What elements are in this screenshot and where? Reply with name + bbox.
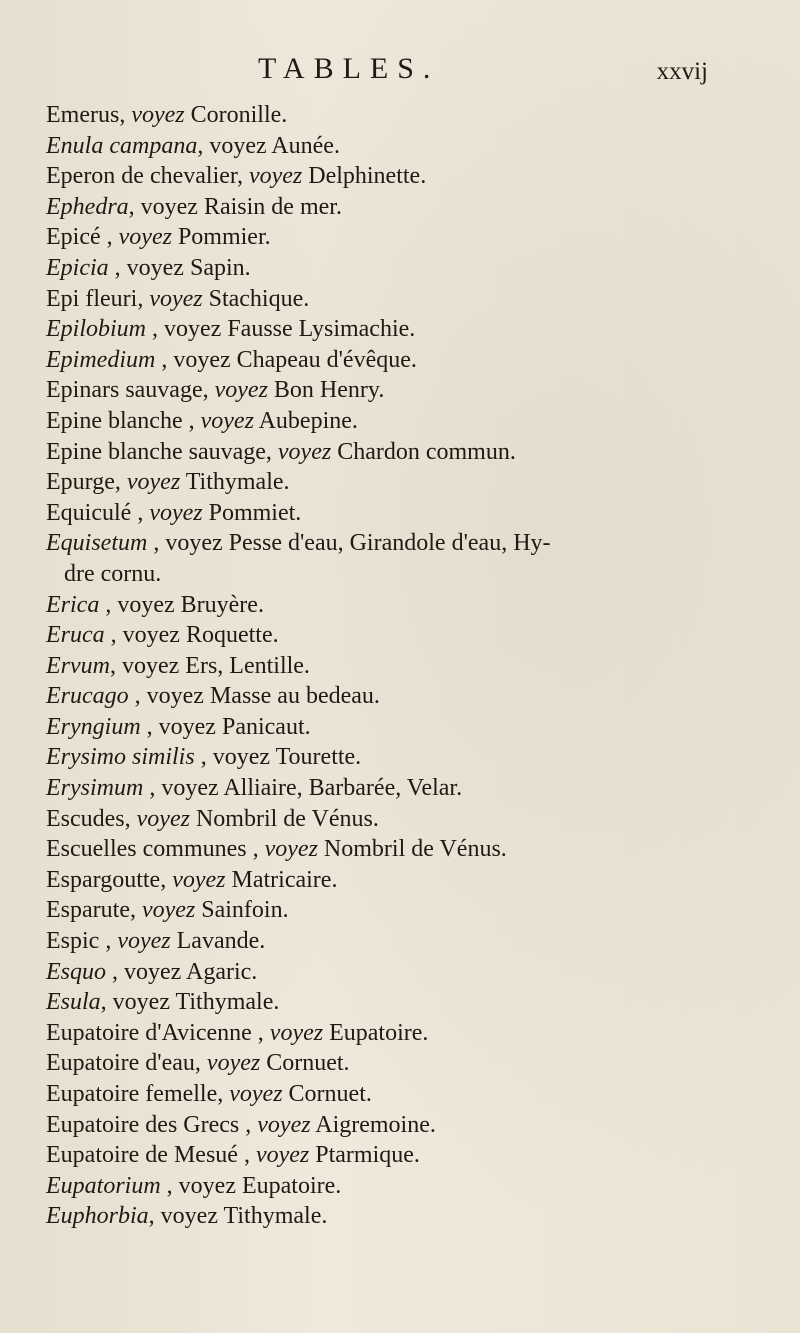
entry-term: Epicia: [46, 254, 109, 281]
entry-voyez: voyez: [206, 1050, 261, 1077]
entry-term: Erucago: [46, 683, 129, 710]
entry-voyez: voyez: [112, 989, 170, 1016]
entry-reference: Agaric.: [181, 958, 258, 985]
index-entry: [46, 1140, 726, 1171]
entry-separator: ,: [246, 836, 265, 863]
entry-reference: Masse au bedeau.: [203, 683, 380, 710]
entry-term: Epurge: [46, 469, 115, 496]
entry-separator: ,: [104, 622, 123, 649]
entry-separator: ,: [124, 805, 137, 832]
index-entry: [46, 834, 726, 865]
entry-term: Escudes: [46, 805, 125, 832]
entry-separator: ,: [99, 591, 118, 618]
index-entry: [46, 222, 726, 253]
index-entry: [46, 467, 726, 498]
entry-voyez: voyez: [277, 438, 332, 465]
entry-voyez: voyez: [126, 469, 181, 496]
entry-reference: Nombril de Vénus.: [189, 805, 379, 832]
entry-term: Eupatoire d'eau: [46, 1050, 195, 1077]
entry-voyez: voyez: [124, 958, 182, 985]
index-entry: [46, 987, 726, 1018]
entry-separator: ,: [137, 285, 150, 312]
entry-separator: ,: [194, 744, 213, 771]
entry-term: Ephedra: [46, 193, 129, 220]
entry-term: Equiculé: [46, 499, 132, 526]
entry-separator: ,: [237, 1142, 256, 1169]
entry-term: Erysimo similis: [46, 744, 195, 771]
index-entry: [46, 957, 726, 988]
entry-term: Eupatoire de Mesué: [46, 1142, 238, 1169]
entry-reference: Pesse d'eau, Girandole d'eau, Hy-: [222, 530, 551, 557]
entry-voyez: voyez: [160, 1203, 218, 1230]
entry-reference: Raisin de mer.: [197, 193, 342, 220]
index-entry: [46, 284, 726, 315]
entry-voyez: voyez: [165, 530, 223, 557]
entry-voyez: voyez: [172, 866, 226, 893]
index-entry: [46, 1048, 726, 1079]
entry-term: Erica: [46, 591, 100, 618]
entry-voyez: voyez: [264, 836, 318, 863]
entry-voyez: voyez: [158, 713, 216, 740]
index-entry: [46, 620, 726, 651]
entry-separator: ,: [217, 1081, 230, 1107]
entry-reference: Tourette.: [270, 744, 362, 771]
entry-reference: Ptarmique.: [309, 1142, 420, 1169]
entry-reference: Eupatoire.: [323, 1019, 429, 1046]
entry-reference: Pommiet.: [202, 499, 302, 526]
index-entry: [46, 192, 726, 223]
entry-separator: ,: [128, 683, 147, 710]
entry-term: Espargoutte: [46, 866, 161, 893]
entry-reference: Alliaire, Barbarée, Velar.: [218, 775, 463, 802]
entry-term: Eupatoire femelle: [46, 1081, 218, 1107]
entry-separator: ,: [202, 377, 215, 404]
index-entry: [46, 253, 726, 284]
entry-reference: Bon Henry.: [267, 377, 385, 404]
entry-reference: Aunée.: [266, 132, 340, 159]
index-entry: [46, 590, 726, 621]
entry-reference: Cornuet.: [282, 1081, 372, 1107]
entry-separator: ,: [100, 224, 119, 251]
entry-reference: Coronille.: [184, 102, 288, 128]
entry-voyez: voyez: [149, 285, 203, 312]
entry-voyez: voyez: [131, 102, 185, 128]
entry-separator: ,: [197, 132, 210, 159]
entry-reference: Delphinette.: [302, 163, 427, 190]
entry-voyez: voyez: [209, 132, 267, 159]
entry-continuation: dre cornu.: [64, 560, 162, 587]
entry-separator: ,: [129, 897, 142, 924]
index-entry: [46, 742, 726, 773]
entry-voyez: voyez: [178, 1172, 236, 1199]
page-title: TABLES.: [258, 52, 440, 85]
entry-separator: ,: [251, 1019, 270, 1046]
entry-reference: Tithymale.: [180, 469, 290, 496]
entry-reference: Bruyère.: [174, 591, 264, 618]
entry-separator: ,: [131, 499, 150, 526]
entry-reference: Sainfoin.: [195, 897, 289, 924]
entry-voyez: voyez: [122, 622, 180, 649]
entry-reference: Chapeau d'évêque.: [230, 346, 417, 373]
entry-voyez: voyez: [212, 744, 270, 771]
entry-separator: ,: [147, 530, 166, 557]
entry-voyez: voyez: [229, 1081, 283, 1107]
index-entry: [46, 895, 726, 926]
entry-voyez: voyez: [121, 652, 180, 679]
entry-term: Eryngium: [46, 713, 141, 740]
index-entry: [46, 651, 726, 682]
entry-separator: ,: [143, 775, 162, 802]
entry-term: Epi fleuri: [46, 285, 138, 312]
entry-reference: Roquette.: [179, 622, 279, 649]
index-entry: [46, 406, 726, 437]
entry-term: Epilobium: [46, 316, 146, 343]
index-entry: [46, 375, 726, 406]
index-entry: [46, 865, 726, 896]
entry-separator: ,: [160, 866, 173, 893]
entry-term: Esula: [46, 989, 101, 1016]
entry-voyez: voyez: [141, 897, 196, 924]
entry-reference: Cornuet.: [260, 1050, 350, 1077]
index-entry: [46, 498, 726, 529]
entry-term: Erysimum: [46, 775, 144, 802]
index-entry: [46, 804, 726, 835]
entry-voyez: voyez: [117, 591, 175, 618]
entry-separator: ,: [108, 254, 127, 281]
entry-separator: ,: [140, 713, 159, 740]
index-entry: [46, 1079, 726, 1110]
entry-term: Esquo: [46, 958, 106, 985]
index-entry: [46, 1201, 726, 1232]
entry-reference: Tithymale.: [217, 1203, 328, 1230]
entry-voyez: voyez: [146, 683, 204, 710]
entry-reference: Aubepine.: [253, 407, 358, 434]
entry-reference: Stachique.: [202, 285, 310, 312]
index-entry: [46, 100, 726, 131]
entry-separator: ,: [160, 1172, 179, 1199]
entry-reference: Chardon commun.: [331, 438, 516, 465]
entry-separator: ,: [99, 928, 118, 955]
entry-reference: Eupatoire.: [235, 1172, 342, 1199]
entry-term: Epimedium: [46, 346, 156, 373]
entry-voyez: voyez: [255, 1142, 310, 1169]
entry-voyez: voyez: [257, 1111, 311, 1138]
entry-reference: Fausse Lysimachie.: [221, 316, 416, 343]
entry-reference: Lavande.: [170, 928, 266, 955]
entry-reference: Matricaire.: [225, 866, 338, 893]
entry-separator: ,: [109, 652, 122, 679]
entry-term: Ervum: [46, 652, 110, 679]
entry-term: Epine blanche sauvage: [46, 438, 266, 465]
entry-voyez: voyez: [126, 254, 184, 281]
entry-reference: Pommier.: [171, 224, 271, 251]
entry-reference: Tithymale.: [169, 989, 280, 1016]
index-entry: [46, 1110, 726, 1141]
entry-separator: ,: [106, 958, 124, 985]
entry-term: Epinars sauvage: [46, 377, 203, 404]
index-entry: [46, 131, 726, 162]
entry-term: Eupatoire d'Avicenne: [46, 1019, 252, 1046]
entry-reference: Ers, Lentille.: [179, 652, 310, 679]
entry-reference: Nombril de Vénus.: [317, 836, 507, 863]
index-entry: [46, 773, 726, 804]
entry-voyez: voyez: [136, 805, 190, 832]
entry-reference: Sapin.: [183, 254, 251, 281]
page-header: [0, 52, 800, 92]
index-entry: [46, 712, 726, 743]
page-number: xxvij: [656, 58, 708, 85]
entry-term: Epicé: [46, 224, 101, 251]
entry-voyez: voyez: [149, 499, 203, 526]
entry-term: Escuelles communes: [46, 836, 247, 863]
entry-separator: ,: [146, 316, 164, 343]
entry-term: Eperon de chevalier: [46, 163, 237, 190]
entry-voyez: voyez: [117, 928, 171, 955]
entry-separator: ,: [119, 102, 132, 128]
entry-separator: ,: [155, 346, 174, 373]
entry-separator: ,: [148, 1203, 161, 1230]
entry-term: Enula campana: [46, 132, 198, 159]
entry-separator: ,: [100, 989, 113, 1016]
entry-voyez: voyez: [118, 224, 172, 251]
index-entry: [46, 681, 726, 712]
index-entry: [46, 345, 726, 376]
entry-separator: ,: [239, 1111, 258, 1138]
entry-voyez: voyez: [140, 193, 198, 220]
index-entry: [46, 1171, 726, 1202]
entry-term: Eupatorium: [46, 1172, 161, 1199]
entry-separator: ,: [182, 407, 201, 434]
entry-voyez: voyez: [200, 407, 254, 434]
entry-voyez: voyez: [164, 316, 222, 343]
index-entry: [46, 314, 726, 345]
entry-voyez: voyez: [214, 377, 268, 404]
entry-term: Equisetum: [46, 530, 148, 557]
entry-separator: ,: [236, 163, 249, 190]
entry-separator: ,: [114, 469, 127, 496]
index-entry: [46, 437, 726, 468]
index-entry-list: [46, 100, 726, 1232]
entry-term: Epine blanche: [46, 407, 183, 434]
entry-term: Eruca: [46, 622, 105, 649]
entry-term: Emerus: [46, 102, 120, 128]
entry-separator: ,: [194, 1050, 207, 1077]
entry-term: Esparute: [46, 897, 130, 924]
entry-voyez: voyez: [161, 775, 219, 802]
index-entry: [46, 161, 726, 192]
entry-voyez: voyez: [173, 346, 231, 373]
entry-reference: Aigremoine.: [310, 1111, 436, 1138]
index-entry: [46, 926, 726, 957]
index-entry: [46, 528, 726, 589]
entry-voyez: voyez: [248, 163, 303, 190]
index-entry: [46, 1018, 726, 1049]
entry-term: Eupatoire des Grecs: [46, 1111, 240, 1138]
entry-reference: Panicaut.: [215, 713, 311, 740]
entry-separator: ,: [265, 438, 278, 465]
entry-separator: ,: [128, 193, 141, 220]
entry-term: Espic: [46, 928, 100, 955]
entry-term: Euphorbia: [46, 1203, 149, 1230]
entry-voyez: voyez: [269, 1019, 324, 1046]
